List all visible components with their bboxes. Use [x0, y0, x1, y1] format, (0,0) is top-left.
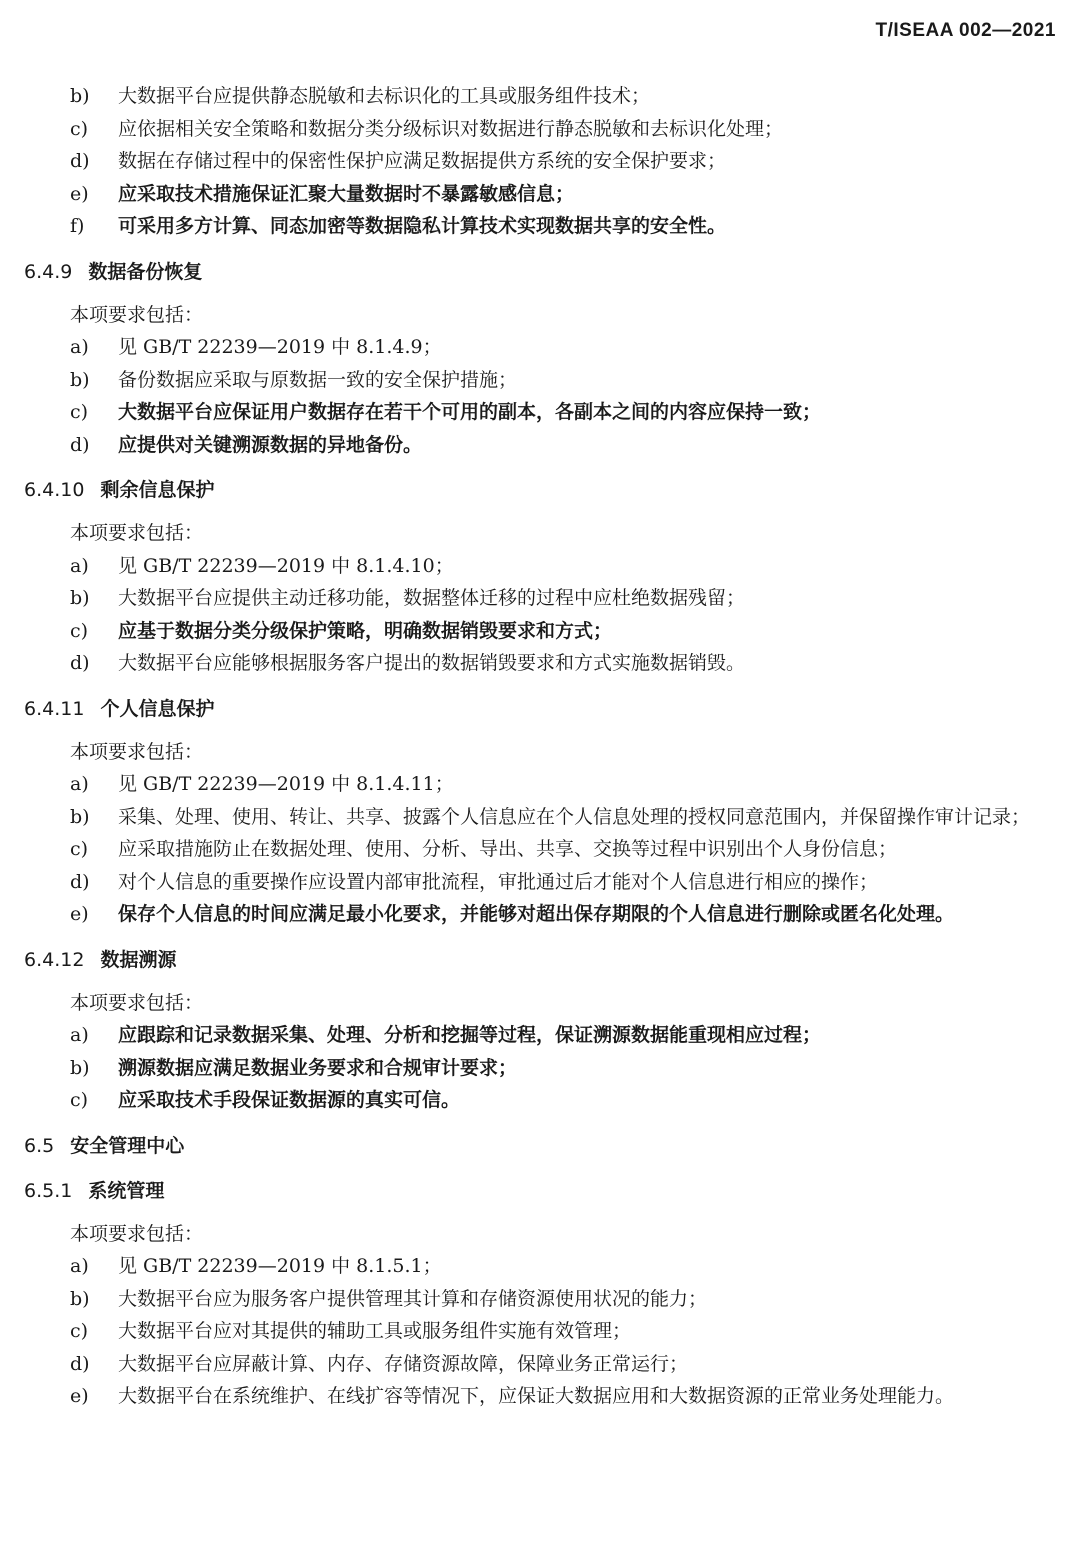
list-item-text: 见 GB/T 22239—2019 中 8.1.4.11； — [118, 773, 454, 795]
list-item — [0, 647, 1080, 680]
list-item — [0, 210, 1080, 243]
list-item-text: 见 GB/T 22239—2019 中 8.1.4.9； — [118, 336, 442, 358]
section-number: 6.5.1 — [24, 1179, 73, 1202]
list-item-text: 大数据平台应对其提供的辅助工具或服务组件实施有效管理； — [118, 1320, 632, 1342]
list-item — [0, 113, 1080, 146]
document-body — [0, 80, 1080, 1413]
list-item — [0, 615, 1080, 648]
document-code: T/ISEAA 002—2021 — [875, 20, 1056, 41]
list-item — [0, 866, 1080, 899]
list-item-letter: b) — [70, 85, 90, 107]
section-intro: 本项要求包括： — [70, 522, 204, 544]
section-intro: 本项要求包括： — [70, 303, 204, 326]
list-item-letter: b) — [70, 805, 90, 828]
list-item-letter: a) — [70, 554, 89, 577]
section-heading — [0, 474, 1080, 506]
list-item-text: 大数据平台应屏蔽计算、内存、存储资源故障，保障业务正常运行； — [118, 1352, 689, 1375]
section-number: 6.4.9 — [24, 260, 73, 283]
list-item — [0, 898, 1080, 931]
section-heading — [0, 1130, 1080, 1162]
list-item — [0, 768, 1080, 801]
list-item — [0, 801, 1080, 834]
list-item-letter: c) — [70, 619, 89, 642]
section-heading — [0, 693, 1080, 725]
section-number: 6.4.12 — [24, 948, 85, 971]
list-item — [0, 1019, 1080, 1052]
list-item-text: 应依据相关安全策略和数据分类分级标识对数据进行静态脱敏和去标识化处理； — [118, 117, 784, 140]
section-title: 系统管理 — [88, 1179, 165, 1202]
list-item-letter: d) — [70, 870, 90, 893]
list-item-letter: d) — [70, 1352, 90, 1375]
section-number: 6.4.10 — [24, 479, 85, 501]
list-item-letter: e) — [70, 1385, 89, 1407]
list-item-letter: c) — [70, 838, 89, 860]
list-item-text: 保存个人信息的时间应满足最小化要求，并能够对超出保存期限的个人信息进行删除或匿名化处理。 — [118, 903, 955, 925]
section-intro: 本项要求包括： — [70, 1222, 204, 1245]
list-item-text: 大数据平台应提供静态脱敏和去标识化的工具或服务组件技术； — [118, 85, 651, 107]
list-item-text: 数据在存储过程中的保密性保护应满足数据提供方系统的安全保护要求； — [118, 150, 727, 172]
list-item-letter: a) — [70, 336, 89, 358]
list-item-letter: b) — [70, 587, 90, 609]
section-title: 剩余信息保护 — [100, 479, 215, 501]
list-item-letter: a) — [70, 773, 89, 795]
list-item-letter: c) — [70, 1320, 89, 1342]
section-intro: 本项要求包括： — [70, 740, 204, 763]
list-item-letter: e) — [70, 182, 89, 205]
section-number: 6.5 — [24, 1134, 55, 1157]
section-number: 6.4.11 — [24, 697, 85, 720]
section-intro: 本项要求包括： — [70, 991, 204, 1014]
section-title: 数据备份恢复 — [88, 260, 203, 283]
list-item — [0, 833, 1080, 866]
list-item-text: 可采用多方计算、同态加密等数据隐私计算技术实现数据共享的安全性。 — [118, 215, 727, 237]
list-item-text: 对个人信息的重要操作应设置内部审批流程，审批通过后才能对个人信息进行相应的操作； — [118, 870, 879, 893]
list-item-text: 应采取措施防止在数据处理、使用、分析、导出、共享、交换等过程中识别出个人身份信息； — [118, 838, 898, 860]
list-item-letter: a) — [70, 1024, 89, 1046]
section-title: 数据溯源 — [100, 948, 177, 971]
list-item — [0, 331, 1080, 364]
list-item-text: 见 GB/T 22239—2019 中 8.1.4.10； — [118, 554, 454, 577]
list-item-text: 应跟踪和记录数据采集、处理、分析和挖掘等过程，保证溯源数据能重现相应过程； — [118, 1024, 822, 1046]
list-item-text: 溯源数据应满足数据业务要求和合规审计要求； — [118, 1056, 518, 1079]
list-item-letter: b) — [70, 368, 90, 391]
list-item-text: 见 GB/T 22239—2019 中 8.1.5.1； — [118, 1255, 442, 1277]
list-item-letter: b) — [70, 1056, 90, 1079]
list-item-letter: b) — [70, 1287, 90, 1310]
list-item — [0, 1250, 1080, 1283]
section-title: 安全管理中心 — [70, 1134, 185, 1157]
list-item-letter: c) — [70, 1089, 89, 1111]
list-item-letter: d) — [70, 652, 90, 674]
list-item — [0, 1380, 1080, 1413]
list-item-text: 大数据平台应保证用户数据存在若干个可用的副本，各副本之间的内容应保持一致； — [118, 401, 822, 423]
list-item — [0, 550, 1080, 583]
list-item-text: 采集、处理、使用、转让、共享、披露个人信息应在个人信息处理的授权同意范围内，并保留操作审计记录； — [118, 805, 1031, 828]
list-item — [0, 364, 1080, 397]
list-item-letter: d) — [70, 433, 90, 456]
list-item — [0, 1052, 1080, 1085]
list-item-letter: d) — [70, 150, 90, 172]
list-item — [0, 1315, 1080, 1348]
list-item-text: 应采取技术手段保证数据源的真实可信。 — [118, 1089, 461, 1111]
list-item-text: 大数据平台应能够根据服务客户提出的数据销毁要求和方式实施数据销毁。 — [118, 652, 746, 674]
list-item-text: 大数据平台在系统维护、在线扩容等情况下，应保证大数据应用和大数据资源的正常业务处理能力。 — [118, 1385, 955, 1407]
list-item-letter: c) — [70, 401, 89, 423]
list-item — [0, 1283, 1080, 1316]
list-item-text: 备份数据应采取与原数据一致的安全保护措施； — [118, 368, 518, 391]
section-heading — [0, 944, 1080, 976]
list-item — [0, 1348, 1080, 1381]
list-item-text: 应采取技术措施保证汇聚大量数据时不暴露敏感信息； — [118, 182, 575, 205]
section-heading — [0, 256, 1080, 288]
list-item-text: 大数据平台应为服务客户提供管理其计算和存储资源使用状况的能力； — [118, 1287, 708, 1310]
list-item-letter: f) — [70, 215, 85, 237]
list-item — [0, 178, 1080, 211]
list-item-text: 大数据平台应提供主动迁移功能，数据整体迁移的过程中应杜绝数据残留； — [118, 587, 746, 609]
list-item — [0, 1084, 1080, 1117]
list-item — [0, 429, 1080, 462]
list-item-letter: a) — [70, 1255, 89, 1277]
list-item — [0, 80, 1080, 113]
list-item-text: 应基于数据分类分级保护策略，明确数据销毁要求和方式； — [118, 619, 613, 642]
section-heading — [0, 1175, 1080, 1207]
list-item-text: 应提供对关键溯源数据的异地备份。 — [118, 433, 423, 456]
section-title: 个人信息保护 — [100, 697, 215, 720]
list-item — [0, 582, 1080, 615]
list-item-letter: e) — [70, 903, 89, 925]
list-item-letter: c) — [70, 117, 89, 140]
list-item — [0, 145, 1080, 178]
list-item — [0, 396, 1080, 429]
